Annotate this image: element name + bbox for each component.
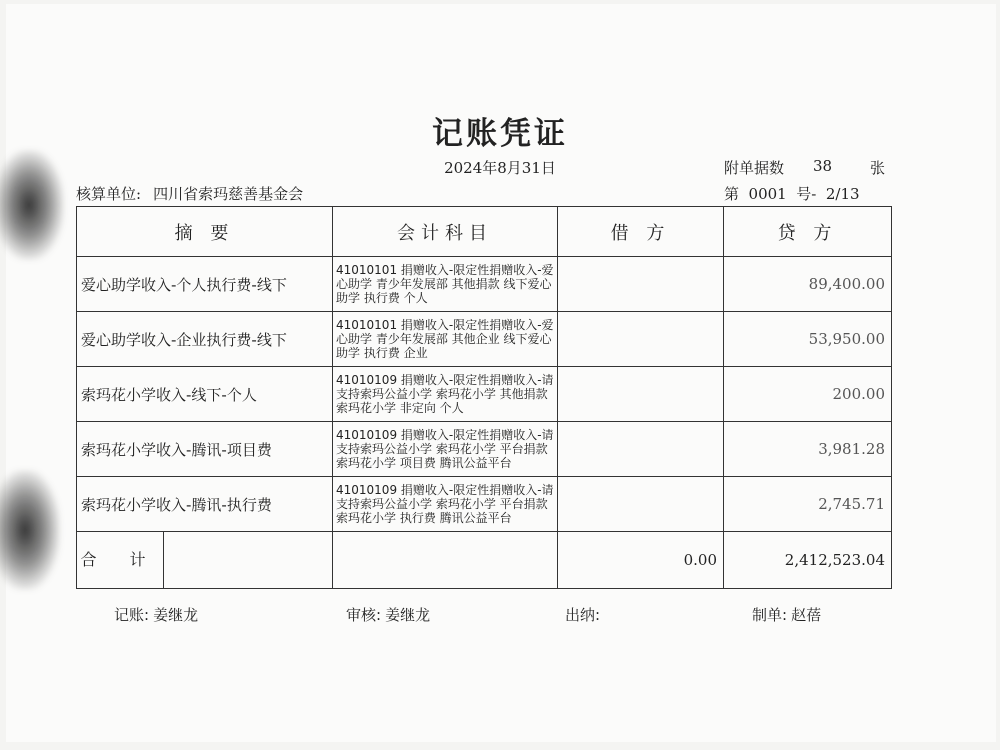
header-credit: 贷 方 bbox=[724, 207, 892, 257]
header-account: 会计科目 bbox=[333, 207, 558, 257]
row-account: 41010101 捐赠收入-限定性捐赠收入-爱心助学 青少年发展部 其他捐款 线下爱心助学 执行费 个人 bbox=[333, 257, 558, 312]
row-summary: 爱心助学收入-企业执行费-线下 bbox=[77, 312, 333, 367]
attachments-count: 38 bbox=[813, 157, 833, 175]
header-debit: 借 方 bbox=[558, 207, 724, 257]
row-debit bbox=[558, 367, 724, 422]
total-label: 合 计 bbox=[77, 532, 164, 588]
total-debit: 0.00 bbox=[558, 532, 724, 589]
attachments-info bbox=[724, 157, 886, 178]
cashier-label: 出纳: bbox=[565, 606, 601, 624]
reviewer-label: 审核: bbox=[346, 606, 382, 624]
row-account: 41010101 捐赠收入-限定性捐赠收入-爱心助学 青少年发展部 其他企业 线下爱心助学 执行费 企业 bbox=[333, 312, 558, 367]
total-account-empty bbox=[333, 532, 558, 589]
row-debit bbox=[558, 312, 724, 367]
voucher-table bbox=[76, 206, 892, 589]
total-row bbox=[77, 532, 892, 589]
table-row bbox=[77, 312, 892, 367]
voucher-title: 记账凭证 bbox=[432, 116, 568, 152]
preparer-label: 制单: bbox=[752, 606, 788, 624]
row-summary: 索玛花小学收入-线下-个人 bbox=[77, 367, 333, 422]
row-credit: 200.00 bbox=[724, 367, 892, 422]
row-summary: 索玛花小学收入-腾讯-项目费 bbox=[77, 422, 333, 477]
bookkeeper-signature bbox=[114, 604, 198, 625]
preparer-name: 赵蓓 bbox=[791, 606, 822, 624]
bookkeeper-name: 姜继龙 bbox=[153, 606, 199, 624]
header-summary: 摘 要 bbox=[77, 207, 333, 257]
row-credit: 89,400.00 bbox=[724, 257, 892, 312]
table-row bbox=[77, 367, 892, 422]
row-credit: 3,981.28 bbox=[724, 422, 892, 477]
accounting-unit bbox=[76, 183, 303, 204]
table-row bbox=[77, 422, 892, 477]
attachments-unit: 张 bbox=[870, 159, 886, 177]
row-debit bbox=[558, 257, 724, 312]
reviewer-name: 姜继龙 bbox=[385, 606, 431, 624]
table-row bbox=[77, 257, 892, 312]
reviewer-signature bbox=[346, 604, 430, 625]
unit-label: 核算单位: bbox=[76, 185, 142, 203]
row-account: 41010109 捐赠收入-限定性捐赠收入-请支持索玛公益小学 索玛花小学 平台捐款 索玛花小学 项目费 腾讯公益平台 bbox=[333, 422, 558, 477]
unit-name: 四川省索玛慈善基金会 bbox=[153, 185, 304, 203]
row-account: 41010109 捐赠收入-限定性捐赠收入-请支持索玛公益小学 索玛花小学 其他捐款 索玛花小学 非定向 个人 bbox=[333, 367, 558, 422]
cashier-signature bbox=[565, 604, 604, 625]
total-credit: 2,412,523.04 bbox=[724, 532, 892, 589]
row-summary: 索玛花小学收入-腾讯-执行费 bbox=[77, 477, 333, 532]
bookkeeper-label: 记账: bbox=[114, 606, 150, 624]
attachments-label: 附单据数 bbox=[724, 159, 785, 177]
table-row bbox=[77, 477, 892, 532]
voucher-number: 第 0001 号- 2/13 bbox=[724, 185, 860, 203]
row-credit: 2,745.71 bbox=[724, 477, 892, 532]
voucher-date: 2024年8月31日 bbox=[444, 159, 556, 177]
row-debit bbox=[558, 422, 724, 477]
table-header-row bbox=[77, 207, 892, 257]
row-summary: 爱心助学收入-个人执行费-线下 bbox=[77, 257, 333, 312]
preparer-signature bbox=[752, 604, 821, 625]
scan-smudge bbox=[0, 470, 60, 590]
row-credit: 53,950.00 bbox=[724, 312, 892, 367]
row-debit bbox=[558, 477, 724, 532]
total-label-cell bbox=[77, 532, 333, 589]
row-account: 41010109 捐赠收入-限定性捐赠收入-请支持索玛公益小学 索玛花小学 平台捐款 索玛花小学 执行费 腾讯公益平台 bbox=[333, 477, 558, 532]
